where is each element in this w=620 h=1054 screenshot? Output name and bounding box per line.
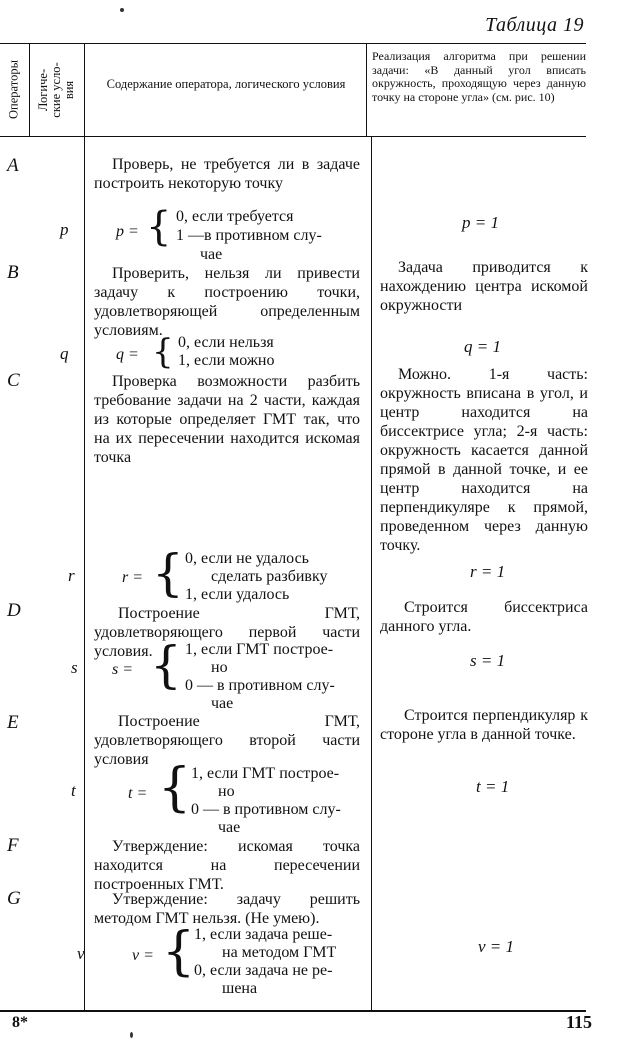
formula-r-lhs: r = <box>122 569 144 586</box>
brace-p: { <box>146 204 172 250</box>
header-content: Содержание оператора, логического условия <box>106 77 346 91</box>
table-top-rule <box>0 43 586 44</box>
formula-r-line1: 0, если не удалось <box>185 550 309 567</box>
operator-D: D <box>7 600 21 621</box>
brace-q: { <box>152 332 174 372</box>
realization-E: Строится перпендикуляр к стороне угла в данной точке. <box>380 707 588 743</box>
operator-F: F <box>7 835 19 856</box>
header-conditions: Логиче- ские усло- вия <box>36 62 76 118</box>
col-divider-1 <box>29 43 30 137</box>
condition-p: p <box>60 220 69 239</box>
formula-r-line2: сделать разбивку <box>211 568 328 585</box>
formula-s-line2: но <box>211 659 228 676</box>
condition-t: t <box>71 781 76 800</box>
content-B: Проверить, нельзя ли привести задачу к построению точки, удовлетворяющей определенным условиям. <box>94 265 360 339</box>
realization-v: v = 1 <box>478 937 515 956</box>
operator-B: B <box>7 262 19 283</box>
operator-A: A <box>7 155 19 176</box>
realization-D: Строится биссектриса данного угла. <box>380 599 588 635</box>
formula-s-line3: 0 — в противном слу- <box>185 677 335 694</box>
formula-v-lhs: v = <box>132 947 154 964</box>
signature-mark: 8* <box>12 1014 28 1031</box>
formula-r-line3: 1, если удалось <box>185 586 290 603</box>
realization-s: s = 1 <box>470 651 506 670</box>
col-divider-3-body <box>371 137 372 1011</box>
formula-t-line3: 0 — в противном слу- <box>191 801 341 818</box>
speck <box>130 1032 133 1038</box>
condition-q: q <box>60 344 69 363</box>
brace-r: { <box>152 544 184 602</box>
formula-t-line2: но <box>218 783 235 800</box>
realization-B: Задача приводится к нахождению центра искомой окружности <box>380 259 588 314</box>
table-title: Таблица 19 <box>485 14 584 36</box>
formula-p-line3: чае <box>200 246 223 263</box>
brace-v: { <box>162 922 196 982</box>
formula-v-line1: 1, если задача реше- <box>194 926 333 943</box>
page-number: 115 <box>565 1012 592 1032</box>
header-bottom-rule <box>0 136 586 137</box>
formula-t-line1: 1, если ГМТ построе- <box>191 765 340 782</box>
formula-s-line1: 1, если ГМТ построе- <box>185 641 334 658</box>
condition-r: r <box>68 566 75 585</box>
table-bottom-rule <box>0 1010 586 1012</box>
realization-r: r = 1 <box>470 562 506 581</box>
col-divider-3 <box>366 43 367 137</box>
realization-t: t = 1 <box>476 777 510 796</box>
operator-C: C <box>7 370 20 391</box>
realization-q: q = 1 <box>464 337 501 356</box>
content-A: Проверь, не требуется ли в задаче построить некоторую точку <box>94 156 360 192</box>
brace-s: { <box>150 636 182 694</box>
operator-E: E <box>7 712 19 733</box>
formula-q-lhs: q = <box>116 346 139 363</box>
formula-q-line1: 0, если нельзя <box>178 334 274 351</box>
header-operators: Операторы <box>6 60 21 119</box>
formula-v-line2: на методом ГМТ <box>222 944 337 961</box>
formula-p-line2: 1 —в противном слу- <box>176 227 322 244</box>
col-divider-2 <box>84 43 85 1011</box>
operator-G: G <box>7 888 21 909</box>
formula-t-lhs: t = <box>128 785 148 802</box>
header-realization: Реализация алгоритма при решении задачи: «В данный угол вписать окружность, проходящую через данную точку на стороне угла» (см. рис. 10) <box>372 49 586 104</box>
content-C: Проверка возможности разбить требование задачи на 2 части, каждая из которые определяет ГМТ так, что на их пересечении находится искомая точка <box>94 373 360 466</box>
condition-v: v <box>77 944 85 963</box>
formula-v-line4: шена <box>222 980 258 997</box>
formula-t-line4: чае <box>218 819 241 836</box>
formula-v-line3: 0, если задача не ре- <box>194 962 333 979</box>
formula-p-lhs: p = <box>116 223 139 240</box>
content-F: Утверждение: искомая точка находится на пересечении построенных ГМТ. <box>94 838 360 893</box>
content-E: Построение ГМТ, удовлетворяющего второй части условия <box>94 713 360 768</box>
realization-C: Можно. 1-я часть: окружность вписана в угол, и центр находится на биссектрисе угла; 2-я часть: окружность касается данной прямой в данной точке, и ее центр находится на перпендикуляре к прямой, проведенном через данную точку. <box>380 366 588 554</box>
brace-t: { <box>158 758 192 818</box>
formula-q-line2: 1, если можно <box>178 352 275 369</box>
formula-s-lhs: s = <box>112 661 134 678</box>
formula-s-line4: чае <box>211 695 234 712</box>
content-G: Утверждение: задачу решить методом ГМТ нельзя. (Не умею). <box>94 891 360 927</box>
realization-p: p = 1 <box>462 213 499 232</box>
condition-s: s <box>71 658 78 677</box>
speck <box>120 8 124 12</box>
formula-p-line1: 0, если требуется <box>176 208 294 225</box>
content-D: Построение ГМТ, удовлетворяющего первой части условия. <box>94 605 360 660</box>
